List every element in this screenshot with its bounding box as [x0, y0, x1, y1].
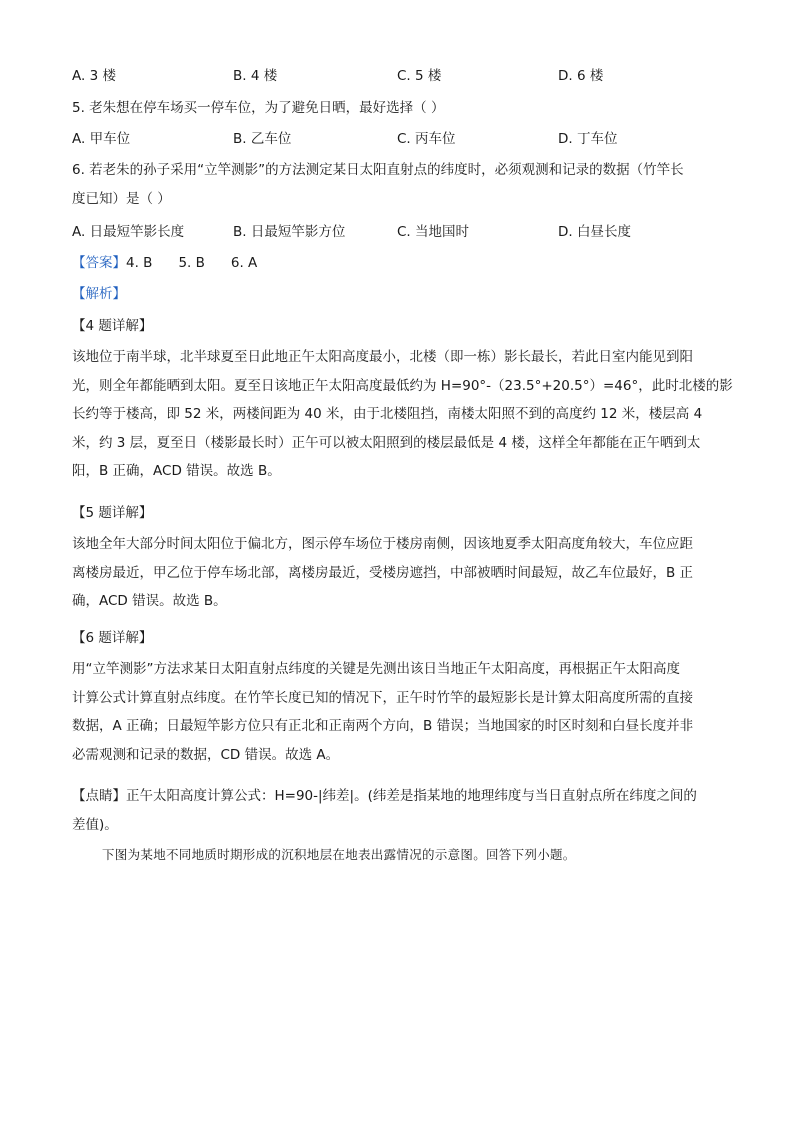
tip-text: 正午太阳高度计算公式：H=90-|纬差|。(纬差是指某地的地理纬度与当日直射点所在纬度之间的 [126, 788, 697, 804]
detail4-line: 光，则全年都能晒到太阳。夏至日该地正午太阳高度最低约为 H=90°-（23.5°+20.5°）=46°，此时北楼的影 [72, 377, 733, 394]
detail4-line: 米，约 3 层，夏至日（楼影最长时）正午可以被太阳照到的楼层最低是 4 楼，这样全年都能在正午晒到太 [72, 434, 701, 451]
detail5-line: 确，ACD 错误。故选 B。 [72, 593, 227, 610]
q6-option-d: D. 白昼长度 [558, 224, 631, 240]
detail6-body [72, 655, 724, 769]
detail6-line: 必需观测和记录的数据，CD 错误。故选 A。 [72, 746, 340, 763]
answer-item: 5. B [178, 255, 205, 271]
answer-label: 【答案】 [72, 255, 126, 271]
answer-item: 6. A [230, 255, 258, 271]
detail5-heading: 【5 题详解】 [72, 505, 153, 521]
q6-option-b: B. 日最短竿影方位 [233, 224, 346, 240]
q4-option-c: C. 5 楼 [397, 68, 442, 84]
answer-item: 4. B [126, 255, 153, 271]
detail4-heading: 【4 题详解】 [72, 318, 153, 334]
tip-label: 【点睛】 [72, 788, 126, 804]
q6-stem-line: 度已知）是（ ） [72, 190, 171, 207]
q6-option-c: C. 当地国时 [397, 224, 470, 240]
detail6-line: 计算公式计算直射点纬度。在竹竿长度已知的情况下，正午时竹竿的最短影长是计算太阳高度所需的直接 [72, 689, 693, 706]
q6-stem [72, 156, 724, 213]
analysis-label: 【解析】 [72, 286, 126, 302]
q6-option-a: A. 日最短竿影长度 [72, 224, 185, 240]
tip-line: 差值)。 [72, 816, 118, 833]
detail5-line: 离楼房最近，甲乙位于停车场北部，离楼房最近，受楼房遮挡，中部被晒时间最短，故乙车位最好，B 正 [72, 564, 694, 581]
answer-line [72, 253, 257, 273]
detail5-body [72, 530, 724, 616]
q5-option-a: A. 甲车位 [72, 131, 131, 147]
detail4-body [72, 343, 733, 486]
detail4-line: 该地位于南半球，北半球夏至日此地正午太阳高度最小，北楼（即一栋）影长最长，若此日室内能见到阳 [72, 349, 693, 365]
q5-option-c: C. 丙车位 [397, 131, 456, 147]
figure-caption: 下图为某地不同地质时期形成的沉积地层在地表出露情况的示意图。回答下列小题。 [102, 847, 576, 862]
detail4-line: 长约等于楼高，即 52 米，两楼间距为 40 米，由于北楼阻挡，南楼太阳照不到的高度约 12 米，楼层高 4 [72, 406, 703, 423]
q5-option-d: D. 丁车位 [558, 131, 618, 147]
q5-stem: 5. 老朱想在停车场买一停车位，为了避免日晒，最好选择（ ） [72, 100, 445, 116]
q5-option-b: B. 乙车位 [233, 131, 292, 147]
q4-option-a: A. 3 楼 [72, 68, 116, 84]
detail5-line: 该地全年大部分时间太阳位于偏北方，图示停车场位于楼房南侧，因该地夏季太阳高度角较大，车位应距 [72, 536, 693, 552]
detail6-line: 数据，A 正确；日最短竿影方位只有正北和正南两个方向，B 错误；当地国家的时区时刻和白昼长度并非 [72, 718, 694, 735]
detail4-line: 阳，B 正确，ACD 错误。故选 B。 [72, 463, 281, 480]
q4-option-d: D. 6 楼 [558, 68, 604, 84]
q4-option-b: B. 4 楼 [233, 68, 278, 84]
detail6-heading: 【6 题详解】 [72, 630, 153, 646]
q6-stem-line: 6. 若老朱的孙子采用“立竿测影”的方法测定某日太阳直射点的纬度时，必须观测和记录的数据（竹竿长 [72, 162, 684, 178]
detail6-line: 用“立竿测影”方法求某日太阳直射点纬度的关键是先测出该日当地正午太阳高度，再根据正午太阳高度 [72, 661, 680, 677]
tip-body [72, 782, 724, 839]
tip-line [72, 782, 724, 811]
